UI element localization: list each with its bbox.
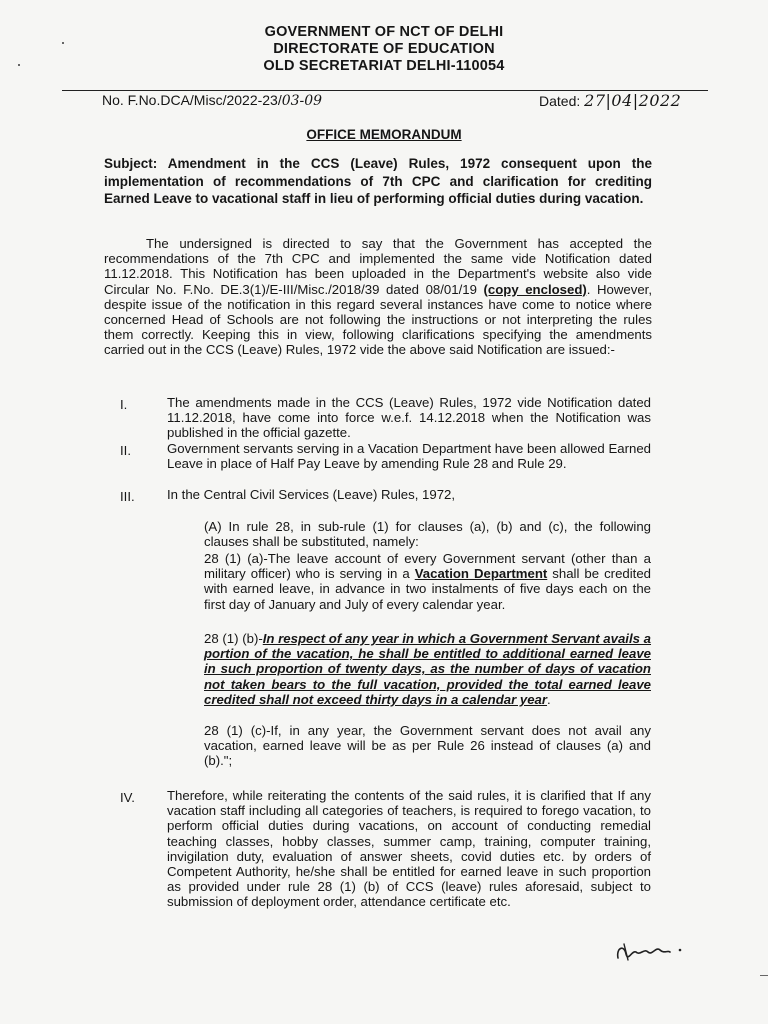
date-line	[539, 91, 681, 110]
intro-paragraph	[104, 236, 652, 358]
item-number: I.	[120, 397, 128, 412]
file-number-handwritten: 03-09	[281, 93, 323, 109]
rule-28-1-a-before: 28 (1) (a)-The leave account of every Government servant (other than a military officer) who is serving in a	[204, 551, 651, 582]
memo-title: OFFICE MEMORANDUM	[306, 127, 462, 142]
item-number: II.	[120, 443, 131, 458]
header-line-address: OLD SECRETARIAT DELHI-110054	[263, 58, 505, 74]
item-text: Government servants serving in a Vacation Department have been allowed Earned Leave in place of Half Pay Leave by amending Rule 28 and Rule 29.	[167, 441, 651, 472]
item-number: IV.	[120, 790, 135, 805]
rule-28-1-a	[204, 551, 651, 612]
rule-28-1-a-after: shall be credited with earned leave, in advance in two instalments of five days each on the first day of January and July of every calendar year.	[204, 566, 652, 612]
scan-speck	[62, 42, 64, 44]
rule-28-1-b	[204, 631, 651, 707]
intro-text-before: The undersigned is directed to say that the Government has accepted the recommendations of the 7th CPC and implemented the same vide Notification dated 11.12.2018. This Notification has been uploaded in the Department's website also vide Circular No. F.No. DE.3(1)/E-III/Misc./2018/39 dated 08/01/19	[104, 236, 652, 297]
copy-enclosed-reference: (copy enclosed)	[483, 281, 587, 297]
rule-28-1-c: 28 (1) (c)-If, in any year, the Government servant does not avail any vacation, earned leave will be as per Rule 26 instead of clauses (a) and (b).";	[204, 723, 651, 769]
rule-28-1-b-emphasis: In respect of any year in which a Government Servant avails a portion of the vacation, he shall be entitled to additional earned leave in such proportion of twenty days, as the number of days of vacation not taken bears to the full vacation, provided the total earned leave credited shall not exceed thirty days in a calendar year	[204, 631, 652, 707]
rule-28-1-b-prefix: 28 (1) (b)-	[204, 631, 263, 646]
item-number: III.	[120, 489, 135, 504]
header-line-directorate: DIRECTORATE OF EDUCATION	[273, 41, 495, 57]
file-number-printed: No. F.No.DCA/Misc/2022-23/	[102, 92, 282, 108]
item-text: The amendments made in the CCS (Leave) Rules, 1972 vide Notification dated 11.12.2018, have come into force w.e.f. 14.12.2018 when the Notification was published in the official gazette.	[167, 395, 651, 441]
signature-mark	[610, 930, 690, 970]
date-label: Dated:	[539, 93, 581, 109]
file-number	[102, 92, 322, 109]
scan-speck	[760, 975, 768, 976]
memo-subject: Subject: Amendment in the CCS (Leave) Rules, 1972 consequent upon the implementation of recommendations of 7th CPC and clarification for crediting Earned Leave to vacational staff in lieu of performing official duties during vacation.	[104, 156, 652, 206]
rule-28-1-b-suffix: .	[547, 691, 551, 707]
header-line-government: GOVERNMENT OF NCT OF DELHI	[264, 24, 504, 40]
intro-text-after: . However, despite issue of the notification in this regard several instances have come to notice where concerned Head of Schools are not following the instructions or not interpreting the rules them correctly. Keeping this in view, following clarifications specifying the amendments carried out in the CCS (Leave) Rules, 1972 vide the above said Notification are issued:-	[104, 281, 652, 358]
scan-speck	[18, 64, 20, 66]
date-handwritten: 27|04|2022	[584, 91, 682, 110]
item-text: Therefore, while reiterating the contents of the said rules, it is clarified that If any vacation staff including all categories of teachers, is required to forego vacation, to perform official duties during vacations, on account of conducting remedial teaching classes, hobby classes, summer camp, training, computer training, invigilation duty, evaluation of answer sheets, covid duties etc. by orders of Competent Authority, he/she shall be entitled for earned leave in such proportion as provided under rule 28 (1) (b) of CCS (leave) rules aforesaid, subject to submission of deployment order, attendance certificate etc.	[167, 788, 651, 910]
vacation-department-term: Vacation Department	[414, 566, 548, 582]
item-text: In the Central Civil Services (Leave) Rules, 1972,	[167, 487, 456, 502]
rule-28-amendment-intro: (A) In rule 28, in sub-rule (1) for clauses (a), (b) and (c), the following clauses shall be substituted, namely:	[204, 519, 651, 550]
